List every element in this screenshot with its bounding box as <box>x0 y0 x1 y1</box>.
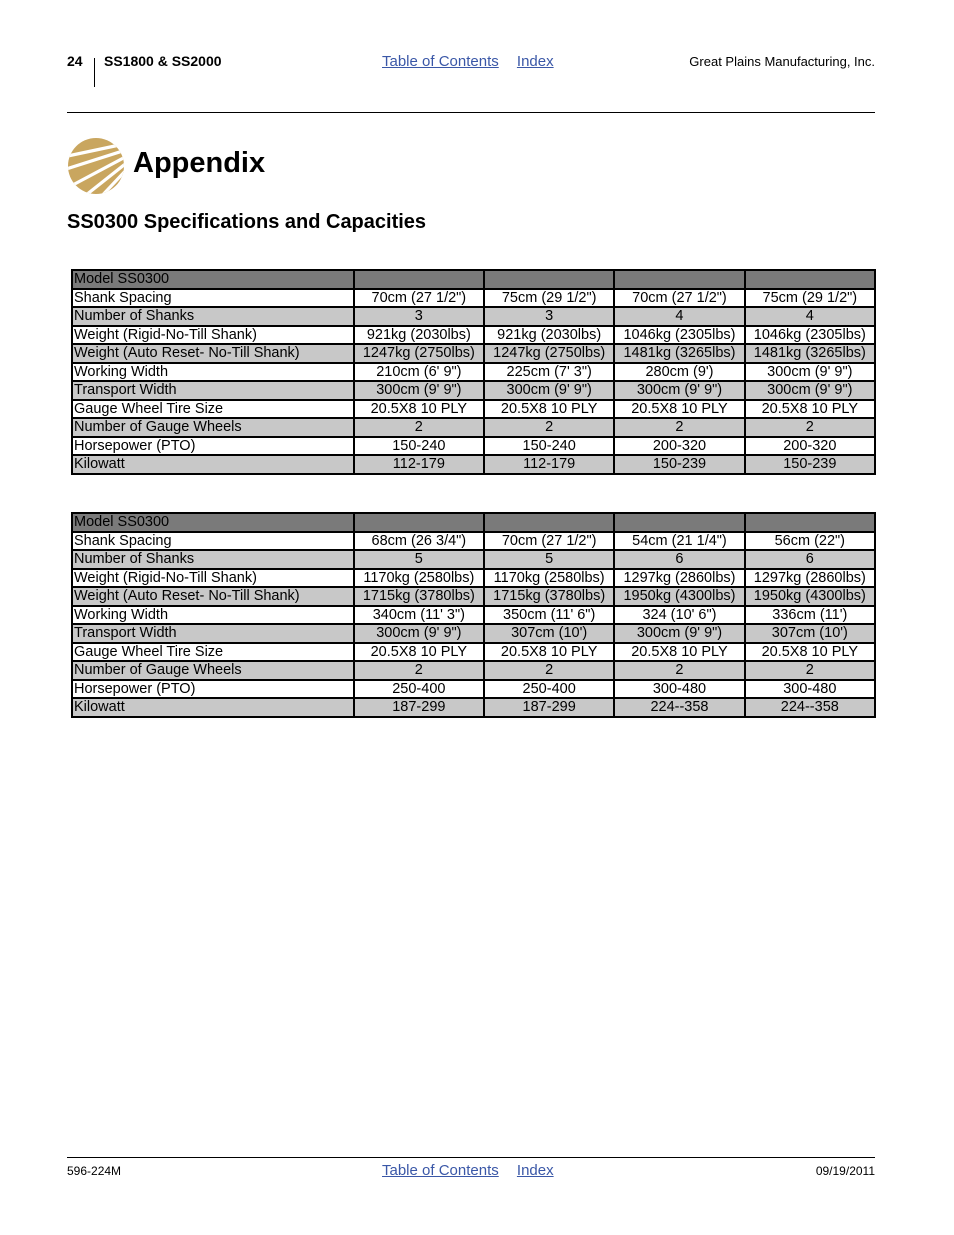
cell-value: 56cm (22") <box>745 532 875 551</box>
table-row <box>72 400 875 419</box>
cell-value: 20.5X8 10 PLY <box>484 400 614 419</box>
cell-value: 5 <box>354 550 484 569</box>
row-label: Working Width <box>72 363 354 382</box>
cell-value: 250-400 <box>484 680 614 699</box>
header-rule <box>67 112 875 113</box>
cell-value: 225cm (7' 3") <box>484 363 614 382</box>
section-title: SS0300 Specifications and Capacities <box>67 211 427 233</box>
cell-value: 340cm (11' 3") <box>354 606 484 625</box>
cell-value: 1481kg (3265lbs) <box>614 344 744 363</box>
cell-value: 921kg (2030lbs) <box>484 326 614 345</box>
cell-value: 1046kg (2305lbs) <box>614 326 744 345</box>
cell-value: 20.5X8 10 PLY <box>614 400 744 419</box>
page-title: Appendix <box>133 147 266 179</box>
cell-value: 200-320 <box>614 437 744 456</box>
table-row <box>72 307 875 326</box>
table-row <box>72 698 875 717</box>
cell-value: 2 <box>614 418 744 437</box>
table-row <box>72 680 875 699</box>
cell-value: 1297kg (2860lbs) <box>614 569 744 588</box>
cell-value: 75cm (29 1/2") <box>745 289 875 308</box>
cell-value: 300cm (9' 9") <box>354 381 484 400</box>
cell-value: 1950kg (4300lbs) <box>614 587 744 606</box>
table-row <box>72 532 875 551</box>
cell-value: 112-179 <box>484 455 614 474</box>
row-label: Weight (Auto Reset- No-Till Shank) <box>72 344 354 363</box>
cell-value: 350cm (11' 6") <box>484 606 614 625</box>
cell-value: 1715kg (3780lbs) <box>354 587 484 606</box>
footer-index-link[interactable]: Index <box>516 1162 554 1179</box>
cell-value: 20.5X8 10 PLY <box>354 643 484 662</box>
table-row <box>72 326 875 345</box>
cell-value: 3 <box>484 307 614 326</box>
cell-value: 112-179 <box>354 455 484 474</box>
cell-value: 70cm (27 1/2") <box>354 289 484 308</box>
cell-value: 187-299 <box>354 698 484 717</box>
row-label: Gauge Wheel Tire Size <box>72 400 354 419</box>
cell-value: 70cm (27 1/2") <box>484 532 614 551</box>
cell-value: 70cm (27 1/2") <box>614 289 744 308</box>
cell-value: 54cm (21 1/4") <box>614 532 744 551</box>
table-header-row <box>72 270 875 289</box>
table-row <box>72 569 875 588</box>
cell-value: 300-480 <box>745 680 875 699</box>
cell-value: 20.5X8 10 PLY <box>745 643 875 662</box>
cell-value: 300cm (9' 9") <box>484 381 614 400</box>
cell-value: 2 <box>484 661 614 680</box>
row-label: Weight (Auto Reset- No-Till Shank) <box>72 587 354 606</box>
cell-value: 2 <box>745 661 875 680</box>
row-label: Horsepower (PTO) <box>72 437 354 456</box>
header-nav <box>382 53 554 70</box>
cell-value: 2 <box>484 418 614 437</box>
row-label: Number of Shanks <box>72 307 354 326</box>
cell-value: 336cm (11') <box>745 606 875 625</box>
footer-doc-number: 596-224M <box>67 1164 122 1178</box>
table-row <box>72 643 875 662</box>
header-divider <box>94 58 95 87</box>
row-label: Transport Width <box>72 381 354 400</box>
table-row <box>72 455 875 474</box>
table-row <box>72 363 875 382</box>
row-label: Shank Spacing <box>72 532 354 551</box>
table-row <box>72 289 875 308</box>
table-row <box>72 550 875 569</box>
cell-value: 2 <box>614 661 744 680</box>
row-label: Number of Gauge Wheels <box>72 661 354 680</box>
row-label: Kilowatt <box>72 698 354 717</box>
cell-value <box>745 270 875 289</box>
cell-value: 324 (10' 6") <box>614 606 744 625</box>
cell-value: 1297kg (2860lbs) <box>745 569 875 588</box>
page-number: 24 <box>67 53 83 69</box>
cell-value: 150-240 <box>484 437 614 456</box>
cell-value: 280cm (9') <box>614 363 744 382</box>
cell-value: 250-400 <box>354 680 484 699</box>
cell-value: 2 <box>745 418 875 437</box>
cell-value <box>484 513 614 532</box>
cell-value: 300cm (9' 9") <box>614 381 744 400</box>
row-label: Working Width <box>72 606 354 625</box>
table-row <box>72 418 875 437</box>
cell-value <box>614 270 744 289</box>
cell-value <box>484 270 614 289</box>
row-label: Horsepower (PTO) <box>72 680 354 699</box>
cell-value: 20.5X8 10 PLY <box>484 643 614 662</box>
cell-value: 1170kg (2580lbs) <box>484 569 614 588</box>
cell-value: 300cm (9' 9") <box>614 624 744 643</box>
cell-value <box>354 270 484 289</box>
row-label: Number of Shanks <box>72 550 354 569</box>
cell-value: 187-299 <box>484 698 614 717</box>
footer-rule <box>67 1157 875 1158</box>
table-header-row <box>72 513 875 532</box>
table-row <box>72 381 875 400</box>
row-label: Gauge Wheel Tire Size <box>72 643 354 662</box>
cell-value: 2 <box>354 661 484 680</box>
header-toc-link[interactable]: Table of Contents <box>382 53 499 70</box>
cell-value: 1481kg (3265lbs) <box>745 344 875 363</box>
table-row <box>72 606 875 625</box>
table-row <box>72 437 875 456</box>
spec-table-2 <box>71 512 876 718</box>
cell-value: 300cm (9' 9") <box>745 363 875 382</box>
table-row <box>72 624 875 643</box>
cell-value: 307cm (10') <box>745 624 875 643</box>
cell-value: 210cm (6' 9") <box>354 363 484 382</box>
cell-value: 224--358 <box>614 698 744 717</box>
cell-value: 150-239 <box>745 455 875 474</box>
header-company: Great Plains Manufacturing, Inc. <box>689 54 875 69</box>
cell-value: 4 <box>614 307 744 326</box>
header-model: SS1800 & SS2000 <box>104 53 222 69</box>
cell-value: 68cm (26 3/4") <box>354 532 484 551</box>
table-row <box>72 587 875 606</box>
cell-value: 1046kg (2305lbs) <box>745 326 875 345</box>
row-label: Weight (Rigid-No-Till Shank) <box>72 569 354 588</box>
cell-value: 2 <box>354 418 484 437</box>
cell-value: 1247kg (2750lbs) <box>354 344 484 363</box>
cell-value: 75cm (29 1/2") <box>484 289 614 308</box>
row-label: Weight (Rigid-No-Till Shank) <box>72 326 354 345</box>
header-index-link[interactable]: Index <box>516 53 554 70</box>
cell-value: 1715kg (3780lbs) <box>484 587 614 606</box>
cell-value <box>354 513 484 532</box>
table-row <box>72 661 875 680</box>
cell-value: 20.5X8 10 PLY <box>354 400 484 419</box>
cell-value <box>614 513 744 532</box>
cell-value: 3 <box>354 307 484 326</box>
row-label: Number of Gauge Wheels <box>72 418 354 437</box>
footer-toc-link[interactable]: Table of Contents <box>382 1162 499 1179</box>
row-label: Model SS0300 <box>72 270 354 289</box>
cell-value: 6 <box>745 550 875 569</box>
cell-value: 6 <box>614 550 744 569</box>
footer-date: 09/19/2011 <box>815 1164 875 1178</box>
cell-value: 300cm (9' 9") <box>354 624 484 643</box>
cell-value: 300-480 <box>614 680 744 699</box>
footer-nav <box>382 1162 554 1179</box>
cell-value: 224--358 <box>745 698 875 717</box>
cell-value: 200-320 <box>745 437 875 456</box>
cell-value: 4 <box>745 307 875 326</box>
cell-value: 1247kg (2750lbs) <box>484 344 614 363</box>
cell-value: 150-240 <box>354 437 484 456</box>
row-label: Model SS0300 <box>72 513 354 532</box>
cell-value: 1170kg (2580lbs) <box>354 569 484 588</box>
spec-table-1 <box>71 269 876 475</box>
cell-value <box>745 513 875 532</box>
table-row <box>72 344 875 363</box>
cell-value: 20.5X8 10 PLY <box>614 643 744 662</box>
row-label: Transport Width <box>72 624 354 643</box>
cell-value: 307cm (10') <box>484 624 614 643</box>
cell-value: 921kg (2030lbs) <box>354 326 484 345</box>
cell-value: 150-239 <box>614 455 744 474</box>
row-label: Kilowatt <box>72 455 354 474</box>
cell-value: 20.5X8 10 PLY <box>745 400 875 419</box>
cell-value: 300cm (9' 9") <box>745 381 875 400</box>
cell-value: 5 <box>484 550 614 569</box>
cell-value: 1950kg (4300lbs) <box>745 587 875 606</box>
great-plains-sunrise-logo-icon <box>67 137 125 195</box>
row-label: Shank Spacing <box>72 289 354 308</box>
